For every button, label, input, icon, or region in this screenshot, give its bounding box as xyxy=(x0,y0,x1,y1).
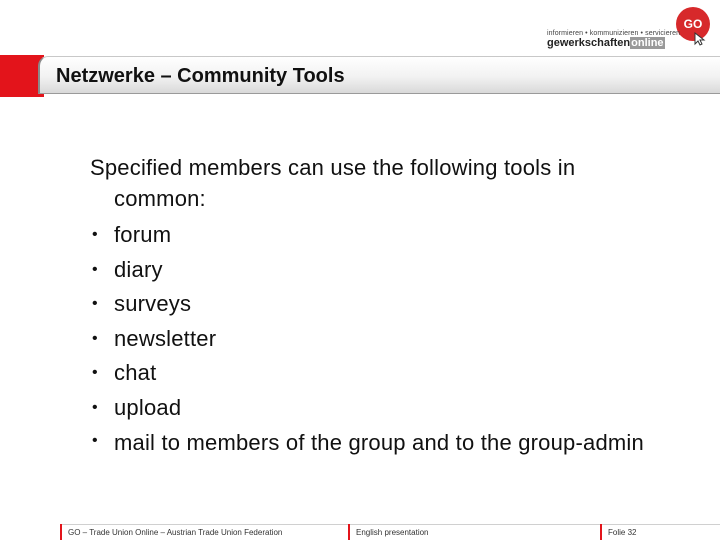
bullet-icon: • xyxy=(92,398,98,416)
go-badge: GO xyxy=(676,7,710,41)
footer-organization: GO – Trade Union Online – Austrian Trade Union Federation xyxy=(60,524,340,540)
bullet-icon: • xyxy=(92,260,98,278)
list-item xyxy=(90,425,670,458)
bullet-icon: • xyxy=(92,432,98,449)
logo-wordmark-suffix: online xyxy=(631,37,664,49)
list-item-text: mail to members of the group and to the group-admin xyxy=(114,430,644,455)
logo xyxy=(0,0,720,56)
list-item xyxy=(90,218,670,253)
footer-page-number: Folie 32 xyxy=(600,524,710,540)
footer xyxy=(0,524,720,540)
footer-presentation: English presentation xyxy=(348,524,588,540)
list-item-text: surveys xyxy=(114,291,192,316)
bullet-icon: • xyxy=(92,295,98,312)
slide-body xyxy=(90,152,670,458)
logo-wordmark xyxy=(547,37,665,49)
list-item-text: upload xyxy=(114,394,182,420)
title-bar xyxy=(0,55,720,97)
bullet-icon: • xyxy=(92,226,98,243)
list-item xyxy=(90,322,670,357)
list-item-text: chat xyxy=(114,360,157,385)
list-item xyxy=(90,253,670,288)
bullet-icon: • xyxy=(92,329,98,347)
tool-list xyxy=(90,218,670,458)
list-item xyxy=(90,391,670,426)
logo-tagline: informieren • kommunizieren • servicieren xyxy=(547,30,681,37)
list-item xyxy=(90,287,670,322)
list-item-text: forum xyxy=(114,222,172,247)
list-item-text: diary xyxy=(114,256,163,282)
logo-wordmark-main: gewerkschaften xyxy=(547,37,631,49)
cursor-arrow-icon xyxy=(694,32,706,46)
slide-title: Netzwerke – Community Tools xyxy=(56,65,345,87)
list-item-text: newsletter xyxy=(114,325,217,351)
bullet-icon: • xyxy=(92,364,98,381)
list-item xyxy=(90,356,670,391)
intro-text: Specified members can use the following tools in common: xyxy=(90,155,576,211)
